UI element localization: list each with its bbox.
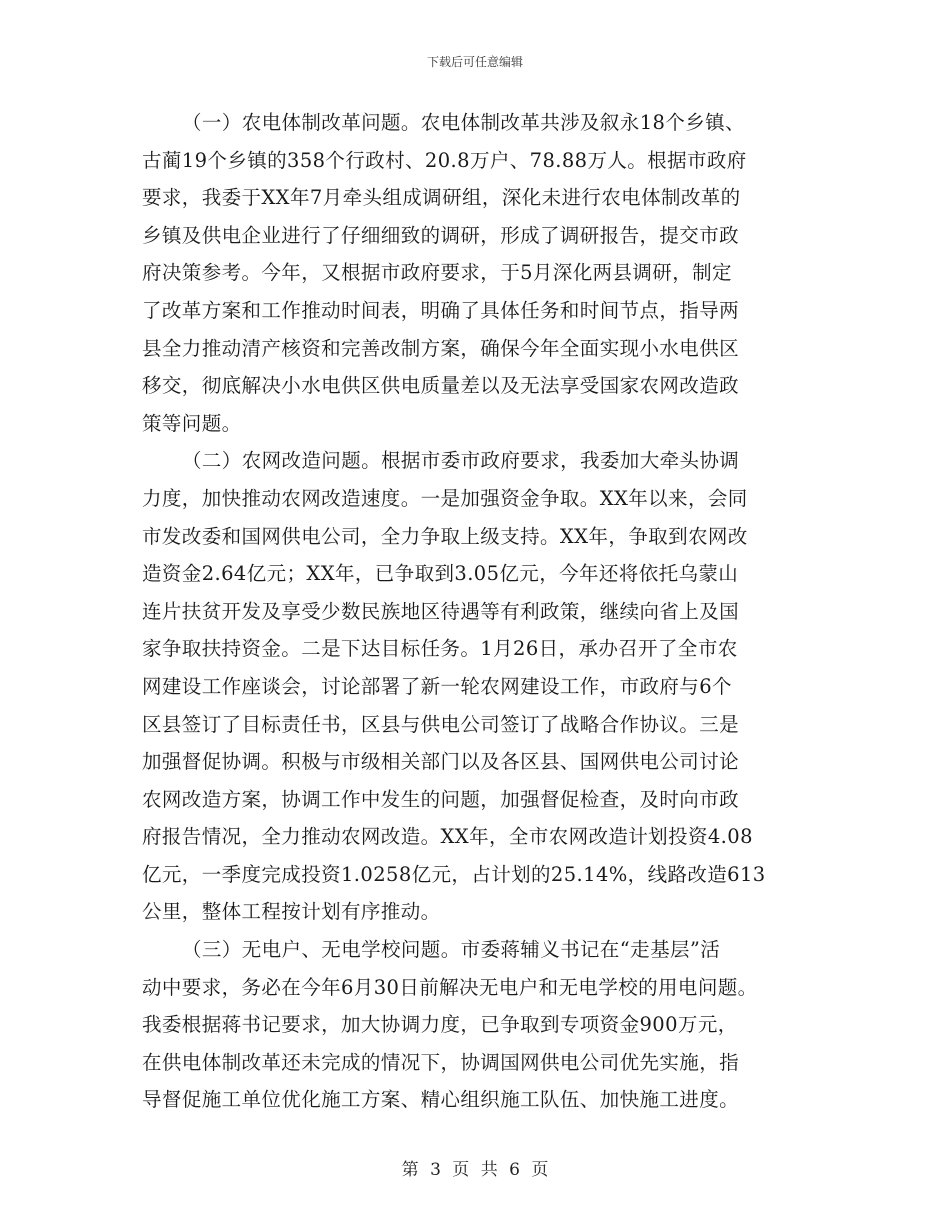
text-line: （二）农网改造问题。根据市委市政府要求，我委加大牵头协调 xyxy=(182,449,740,473)
text-line: 了改革方案和工作推动时间表，明确了具体任务和时间节点，指导两 xyxy=(142,298,740,322)
text-line: 乡镇及供电企业进行了仔细细致的调研，形成了调研报告，提交市政 xyxy=(142,223,740,247)
text-line: 府报告情况，全力推动农网改造。XX年，全市农网改造计划投资4.08 xyxy=(142,825,753,849)
text-line: 导督促施工单位优化施工方案、精心组织施工队伍、加快施工进度。 xyxy=(142,1088,740,1112)
page-header: 下载后可任意编辑 xyxy=(426,55,523,69)
page-footer: 第 3 页 共 6 页 xyxy=(401,1160,549,1180)
text-line: 我委根据蒋书记要求，加大协调力度，已争取到专项资金900万元， xyxy=(142,1013,738,1037)
text-line: （三）无电户、无电学校问题。市委蒋辅义书记在“走基层”活 xyxy=(182,938,721,962)
text-line: 网建设工作座谈会，讨论部署了新一轮农网建设工作，市政府与6个 xyxy=(142,674,732,698)
text-line: 亿元，一季度完成投资1.0258亿元，占计划的25.14%，线路改造613 xyxy=(142,862,766,886)
text-line: 连片扶贫开发及享受少数民族地区待遇等有利政策，继续向省上及国 xyxy=(142,599,740,623)
paragraph-3 xyxy=(142,931,802,1119)
text-line: 公里，整体工程按计划有序推动。 xyxy=(142,900,441,924)
paragraph-1 xyxy=(142,104,802,442)
text-line: 县全力推动清产核资和完善改制方案，确保今年全面实现小水电供区 xyxy=(142,336,740,360)
text-line: （一）农电体制改革问题。农电体制改革共涉及叙永18个乡镇、 xyxy=(182,111,745,134)
text-line: 农网改造方案，协调工作中发生的问题，加强督促检查，及时向市政 xyxy=(142,787,740,811)
text-line: 造资金2.64亿元；XX年，已争取到3.05亿元，今年还将依托乌蒙山 xyxy=(142,562,739,586)
text-line: 区县签订了目标责任书，区县与供电公司签订了战略合作协议。三是 xyxy=(142,712,740,736)
text-line: 在供电体制改革还未完成的情况下，协调国网供电公司优先实施，指 xyxy=(142,1050,740,1074)
text-line: 要求，我委于XX年7月牵头组成调研组，深化未进行农电体制改革的 xyxy=(142,186,741,210)
text-line: 策等问题。 xyxy=(142,411,242,435)
text-line: 府决策参考。今年，又根据市政府要求，于5月深化两县调研，制定 xyxy=(142,261,732,285)
text-line: 家争取扶持资金。二是下达目标任务。1月26日，承办召开了全市农 xyxy=(142,637,738,661)
text-line: 古蔺19个乡镇的358个行政村、20.8万户、78.88万人。根据市政府 xyxy=(142,148,747,172)
text-line: 移交，彻底解决小水电供区供电质量差以及无法享受国家农网改造政 xyxy=(142,374,740,398)
paragraph-2 xyxy=(142,442,802,931)
document-body xyxy=(142,104,802,1119)
text-line: 加强督促协调。积极与市级相关部门以及各区县、国网供电公司讨论 xyxy=(142,750,740,774)
text-line: 市发改委和国网供电公司，全力争取上级支持。XX年，争取到农网改 xyxy=(142,524,748,548)
text-line: 力度，加快推动农网改造速度。一是加强资金争取。XX年以来，会同 xyxy=(142,486,748,510)
text-line: 动中要求，务必在今年6月30日前解决无电户和无电学校的用电问题。 xyxy=(142,975,758,999)
